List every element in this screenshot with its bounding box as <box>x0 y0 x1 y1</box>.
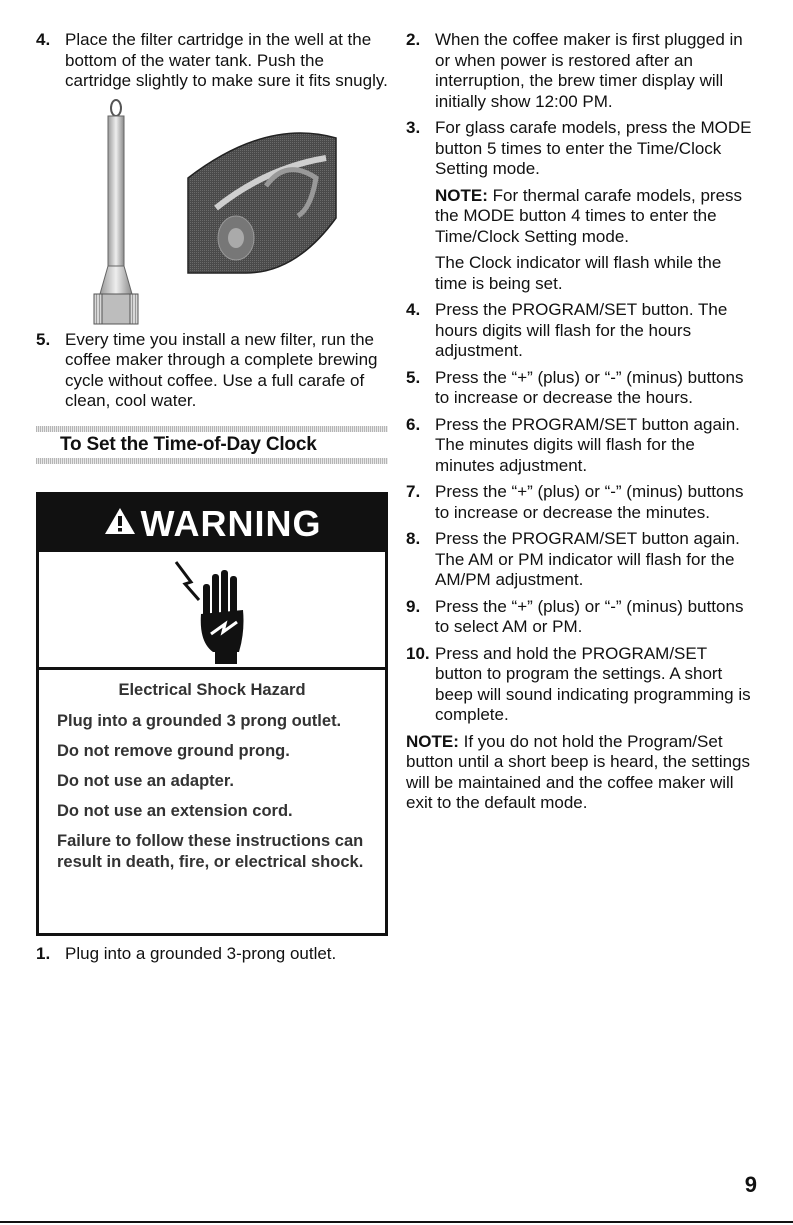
step-number: 4. <box>406 300 421 319</box>
step-9 <box>406 597 758 638</box>
warning-line: Plug into a grounded 3 prong outlet. <box>57 712 342 730</box>
step-4-filter <box>36 30 388 92</box>
hazard-title: Electrical Shock Hazard <box>118 681 306 699</box>
warning-line: Do not use an adapter. <box>57 772 234 790</box>
step-10 <box>406 644 758 726</box>
warning-title: WARNING <box>140 502 322 544</box>
electrical-shock-icon-area <box>39 552 385 670</box>
step-1-plug-in <box>36 944 425 965</box>
step-text: Press the PROGRAM/SET button. The hours digits will flash for the hours adjustment. <box>435 300 728 360</box>
warning-box <box>36 492 388 936</box>
step-text: Press and hold the PROGRAM/SET button to program the settings. A short beep will sound indicating programming is complete. <box>435 643 751 724</box>
electrical-shock-hand-icon <box>39 552 385 667</box>
step-number: 2. <box>406 30 421 49</box>
step-3 <box>406 118 758 180</box>
step-4 <box>406 300 758 362</box>
step-number: 5. <box>36 329 51 349</box>
step-2 <box>406 30 758 112</box>
left-column <box>36 30 388 466</box>
step-text: Every time you install a new filter, run the coffee maker through a complete brewing cycle without coffee. Use a full carafe of clean, cool water. <box>65 329 378 410</box>
section-heading-block <box>36 426 388 466</box>
filter-cartridge-image <box>36 98 388 330</box>
step-text: Press the “+” (plus) or “-” (minus) buttons to increase or decrease the minutes. <box>435 482 744 522</box>
step-number: 6. <box>406 414 421 434</box>
step-6 <box>406 415 758 477</box>
bottom-rule <box>0 1221 793 1223</box>
warning-triangle-icon <box>103 503 137 545</box>
step-3-note <box>406 186 758 248</box>
step-text: Press the PROGRAM/SET button again. The minutes digits will flash for the minutes adjustment. <box>435 414 740 475</box>
step-8 <box>406 529 758 591</box>
step-text: For glass carafe models, press the MODE button 5 times to enter the Time/Clock Setting mode. <box>435 118 752 178</box>
step-number: 1. <box>36 944 51 963</box>
step-number: 10. <box>406 643 430 663</box>
step-5 <box>406 368 758 409</box>
note-label: NOTE: <box>406 731 459 751</box>
step-text: Plug into a grounded 3-prong outlet. <box>65 944 337 963</box>
step-number: 5. <box>406 367 421 387</box>
step-text: Place the filter cartridge in the well at the bottom of the water tank. Push the cartridge slightly to make sure it fits snugly. <box>65 30 388 90</box>
step-number: 4. <box>36 30 51 49</box>
warning-line: Failure to follow these instructions can result in death, fire, or electrical shock. <box>57 832 364 871</box>
warning-body <box>39 670 385 873</box>
step-7 <box>406 482 758 523</box>
step-3-extra: The Clock indicator will flash while the time is being set. <box>435 253 722 293</box>
heading-rule-bottom <box>36 458 388 464</box>
note-text: If you do not hold the Program/Set button until a short beep is heard, the settings will be maintained and the coffee maker will exit to the default mode. <box>406 731 751 812</box>
step-number: 8. <box>406 529 421 548</box>
page-number: 9 <box>744 1172 757 1197</box>
step-text: Press the PROGRAM/SET button again. The AM or PM indicator will flash for the AM/PM adjustment. <box>435 529 740 589</box>
warning-line: Do not use an extension cord. <box>57 802 293 820</box>
note-text: For thermal carafe models, press the MODE button 4 times to enter the Time/Clock Setting mode. <box>435 185 743 246</box>
step-number: 7. <box>406 482 421 501</box>
step-text: Press the “+” (plus) or “-” (minus) buttons to select AM or PM. <box>435 596 744 636</box>
note-label: NOTE: <box>435 185 488 205</box>
final-note <box>406 732 758 814</box>
section-heading: To Set the Time-of-Day Clock <box>60 433 317 455</box>
step-5-first-brew <box>36 330 388 412</box>
step-text: Press the “+” (plus) or “-” (minus) buttons to increase or decrease the hours. <box>435 367 744 407</box>
warning-header <box>39 495 385 552</box>
filter-cartridge-illustration <box>36 98 388 330</box>
step-text: When the coffee maker is first plugged in or when power is restored after an interruption, the brew timer display will initially show 12:00 PM. <box>435 30 743 111</box>
right-column <box>406 30 758 814</box>
step-number: 9. <box>406 596 421 616</box>
warning-line: Do not remove ground prong. <box>57 742 290 760</box>
step-number: 3. <box>406 118 421 137</box>
